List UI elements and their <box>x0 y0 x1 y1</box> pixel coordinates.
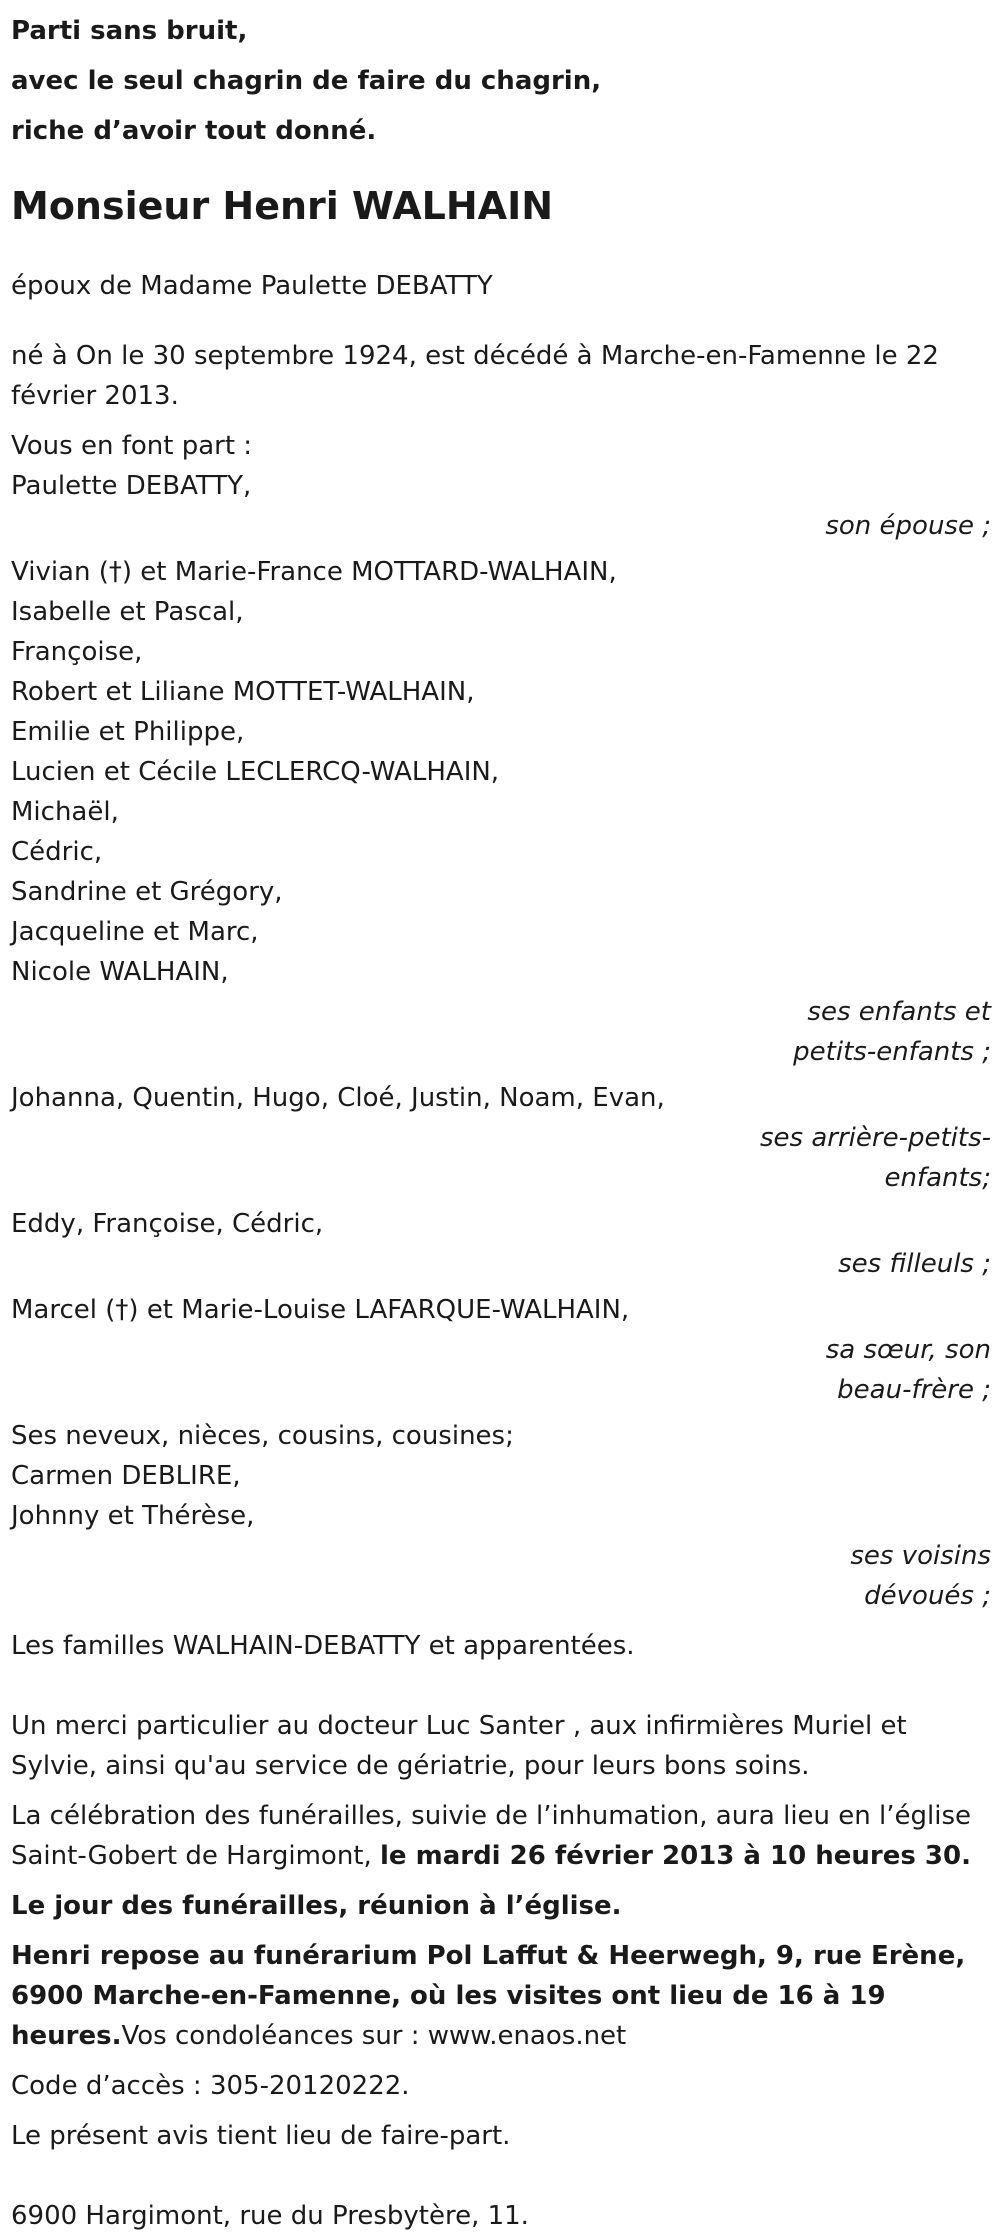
family-member: Emilie et Philippe, <box>11 717 245 747</box>
rest-paragraph <box>11 1936 991 2056</box>
address-line: 6900 Hargimont, rue du Presbytère, 11. <box>11 2201 529 2231</box>
relation-label: ses arrière-petits-enfants; <box>760 1123 991 1193</box>
family-member: Michaël, <box>11 797 119 827</box>
spouse-line: époux de Madame Paulette DEBATTY <box>11 271 493 301</box>
family-member: Marcel (†) et Marie-Louise LAFARQUE-WALHAIN, <box>11 1295 630 1325</box>
ceremony-paragraph <box>11 1796 991 1876</box>
family-member: Carmen DEBLIRE, <box>11 1461 241 1491</box>
intro-line: riche d’avoir tout donné. <box>11 116 377 146</box>
ceremony-date: le mardi 26 février 2013 à 10 heures 30. <box>380 1841 971 1871</box>
relation-label: sa sœur, son beau-frère ; <box>825 1335 991 1405</box>
family-member: Lucien et Cécile LECLERCQ-WALHAIN, <box>11 757 500 787</box>
notice-line: Le présent avis tient lieu de faire-part. <box>11 2121 511 2151</box>
deceased-name: Monsieur Henri WALHAIN <box>11 184 554 228</box>
relation-label: ses filleuls ; <box>838 1249 991 1279</box>
family-group <box>11 1204 991 1284</box>
intro-line: avec le seul chagrin de faire du chagrin, <box>11 66 602 96</box>
announce-line: Vous en font part : <box>11 431 253 461</box>
ceremony-text: La célébration des funérailles, suivie de l’inhumation, aura lieu en l’église Saint-Gobert de Hargimont, <box>11 1801 971 1871</box>
family-member: Cédric, <box>11 837 103 867</box>
family-member: Nicole WALHAIN, <box>11 957 229 987</box>
family-member: Ses neveux, nièces, cousins, cousines; <box>11 1421 514 1451</box>
intro-line: Parti sans bruit, <box>11 16 248 46</box>
family-member: Sandrine et Grégory, <box>11 877 283 907</box>
obituary-notice <box>11 6 991 2236</box>
access-code: Code d’accès : 305-20120222. <box>11 2071 410 2101</box>
meeting-line: Le jour des funérailles, réunion à l’église. <box>11 1891 622 1921</box>
family-group <box>11 1078 991 1198</box>
families-line: Les familles WALHAIN-DEBATTY et apparentées. <box>11 1631 635 1661</box>
family-member: Françoise, <box>11 637 143 667</box>
intro-poem <box>11 6 991 156</box>
thanks-paragraph: Un merci particulier au docteur Luc Santer , aux infirmières Muriel et Sylvie, ainsi qu'au service de gériatrie, pour leurs bons soins. <box>11 1711 907 1781</box>
family-member: Jacqueline et Marc, <box>11 917 259 947</box>
relation-label: ses voisins dévoués ; <box>850 1541 991 1611</box>
relation-label: ses enfants et petits-enfants ; <box>793 997 991 1067</box>
family-group <box>11 1416 991 1616</box>
family-member: Robert et Liliane MOTTET-WALHAIN, <box>11 677 475 707</box>
birth-death-line: né à On le 30 septembre 1924, est décédé à Marche-en-Famenne le 22 février 2013. <box>11 341 939 411</box>
family-group <box>11 1290 991 1410</box>
family-member: Eddy, Françoise, Cédric, <box>11 1209 324 1239</box>
family-member: Vivian (†) et Marie-France MOTTARD-WALHAIN, <box>11 557 617 587</box>
relation-label: son épouse ; <box>825 511 991 541</box>
family-member: Johnny et Thérèse, <box>11 1501 255 1531</box>
funeral-home-info: Henri repose au funérarium Pol Laffut & Heerwegh, 9, rue Erène, 6900 Marche-en-Famenne, où les visites ont lieu de 16 à 19 heures. <box>11 1941 966 2051</box>
family-member: Isabelle et Pascal, <box>11 597 244 627</box>
family-group <box>11 552 991 1072</box>
family-member: Paulette DEBATTY, <box>11 471 252 501</box>
family-group <box>11 466 991 546</box>
condolences-info: Vos condoléances sur : www.enaos.net <box>121 2021 627 2051</box>
family-member: Johanna, Quentin, Hugo, Cloé, Justin, Noam, Evan, <box>11 1083 665 1113</box>
